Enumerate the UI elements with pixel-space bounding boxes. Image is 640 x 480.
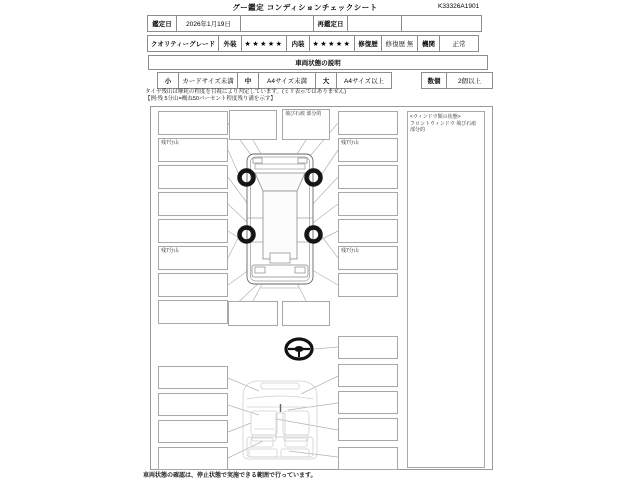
annotation-box-right-7 [338, 273, 398, 297]
tire-note-line1: タイヤ残山は摩耗の程度を目視により判定しています。(ミリ表示ではありません) [145, 89, 347, 95]
section-title: 車両状態の説明 [148, 55, 488, 70]
annotation-box-left-11 [158, 420, 228, 443]
annotation-box-left-7 [158, 273, 228, 297]
interior-rating: ★★★★★ [309, 35, 355, 52]
size-large-label: 大 [315, 72, 337, 89]
tire-front-right-icon [307, 171, 321, 185]
annotation-box-right-9 [338, 364, 398, 387]
annotation-box-left-1 [158, 111, 228, 135]
tire-note-line2: 【例:残 5分山=概ね50パーセント程度残り溝を示す】 [145, 96, 276, 102]
count-desc: 2個以上 [446, 72, 493, 89]
interior-label: 内装 [286, 35, 310, 52]
tire-front-left-icon [240, 171, 254, 185]
appraisal-empty-cell [240, 15, 314, 32]
exterior-rating: ★★★★★ [241, 35, 287, 52]
exterior-label: 外装 [218, 35, 242, 52]
annotation-box-right-10 [338, 391, 398, 414]
annotation-box-right-11 [338, 418, 398, 441]
page-title: グー鑑定 コンディションチェックシート [232, 3, 378, 12]
sheet-code: K33326A1901 [438, 3, 480, 10]
annotation-box-left-10 [158, 393, 228, 416]
size-legend-table [158, 72, 392, 89]
annotation-box-bottom-center-left [228, 301, 278, 326]
size-medium-label: 中 [237, 72, 259, 89]
annotation-box-right-8 [338, 336, 398, 359]
count-legend-table [422, 72, 493, 89]
annotation-box-left-3 [158, 165, 228, 189]
vehicle-top-view [247, 154, 313, 288]
tire-tread-box-front-right: 残7分山 [338, 138, 398, 162]
annotation-box-right-1 [338, 111, 398, 135]
tire-tread-box-rear-right: 残7分山 [338, 246, 398, 270]
annotation-box-left-4 [158, 192, 228, 216]
annotation-box-top-center-left [229, 110, 277, 140]
annotation-box-left-9 [158, 366, 228, 389]
quality-grade-table [148, 35, 479, 52]
appraisal-date-value: 2026年1月19日 [176, 15, 241, 32]
annotation-box-right-4 [338, 192, 398, 216]
annotation-box-right-3 [338, 165, 398, 189]
quality-grade-label: クオリティーグレード [147, 35, 219, 52]
annotation-box-left-5 [158, 219, 228, 243]
tire-rear-right-icon [307, 228, 321, 242]
size-small-desc: カードサイズ未満 [178, 72, 238, 89]
size-large-desc: A4サイズ以上 [336, 72, 392, 89]
annotation-box-right-5 [338, 219, 398, 243]
appraisal-empty-cell-2 [401, 15, 482, 32]
window-status-heading: <ウィンドウ類の状態> [410, 114, 461, 120]
steering-wheel-icon [286, 339, 312, 359]
appraisal-date-label: 鑑定日 [147, 15, 177, 32]
window-status-box [407, 111, 485, 468]
annotation-box-bottom-center-right [282, 301, 330, 326]
annotation-box-left-12 [158, 447, 228, 470]
tire-tread-box-rear-left: 残7分山 [158, 246, 228, 270]
footer-note: 車両状態の確認は、停止状態で実施できる範囲で行っています。 [143, 473, 317, 479]
windshield-note-box: 飛び石痕 部分的 [282, 109, 330, 140]
tire-tread-box-front-left: 残7分山 [158, 138, 228, 162]
repair-history-value: 修復歴 無 [381, 35, 418, 52]
engine-value: 正常 [439, 35, 479, 52]
window-status-detail: フロントウィンドウ 飛び石痕 部分的 [410, 120, 477, 133]
size-medium-desc: A4サイズ未満 [258, 72, 316, 89]
repair-history-label: 修復歴 [354, 35, 382, 52]
vehicle-condition-diagram [150, 106, 493, 470]
size-small-label: 小 [157, 72, 179, 89]
annotation-box-left-8 [158, 300, 228, 324]
reappraisal-date-label: 再鑑定日 [313, 15, 348, 32]
tire-rear-left-icon [240, 228, 254, 242]
reappraisal-date-value [347, 15, 402, 32]
tire-note [145, 89, 346, 103]
count-label: 数個 [421, 72, 447, 89]
annotation-box-right-12 [338, 447, 398, 470]
appraisal-date-table [148, 15, 482, 32]
engine-label: 機関 [417, 35, 440, 52]
